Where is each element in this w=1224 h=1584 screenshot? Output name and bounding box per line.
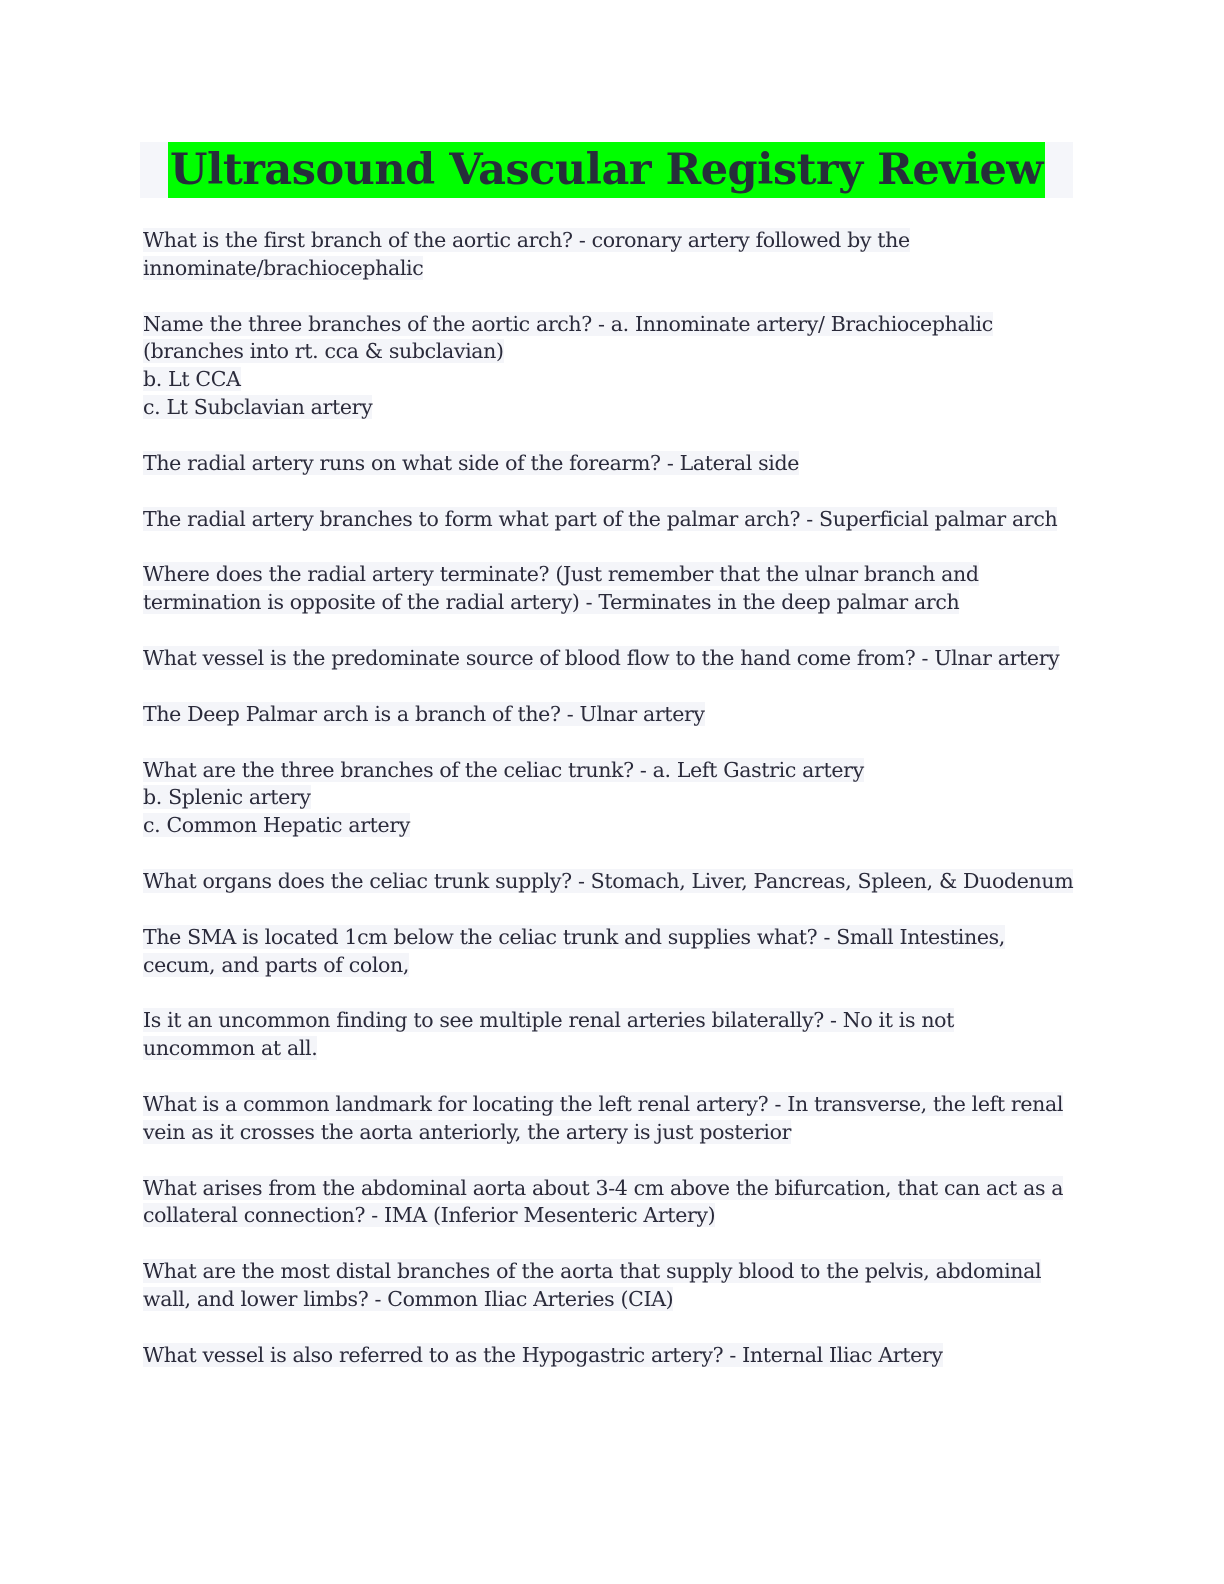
qa-line-text: The Deep Palmar arch is a branch of the? - Ulnar artery — [143, 701, 705, 726]
qa-line — [143, 561, 1083, 589]
qa-item — [143, 701, 1083, 729]
qa-item — [143, 1007, 1083, 1063]
qa-line — [143, 701, 1083, 729]
qa-line-text: collateral connection? - IMA (Inferior Mesenteric Artery) — [143, 1203, 716, 1228]
qa-item — [143, 561, 1083, 617]
qa-line — [143, 1119, 1083, 1147]
qa-line — [143, 366, 1083, 394]
qa-item — [143, 311, 1083, 422]
qa-line-text: Is it an uncommon finding to see multiple renal arteries bilaterally? - No it is not — [143, 1008, 955, 1033]
qa-line-text: c. Lt Subclavian artery — [143, 394, 373, 419]
qa-line-text: The SMA is located 1cm below the celiac trunk and supplies what? - Small Intestines, — [143, 924, 1005, 949]
qa-line — [143, 506, 1083, 534]
qa-line — [143, 1258, 1083, 1286]
qa-item — [143, 1342, 1083, 1370]
qa-line — [143, 1007, 1083, 1035]
qa-item — [143, 506, 1083, 534]
qa-line — [143, 1175, 1083, 1203]
qa-line-text: What are the three branches of the celiac trunk? - a. Left Gastric artery — [143, 757, 864, 782]
document-title: Ultrasound Vascular Registry Review — [168, 142, 1045, 198]
qa-line-text: termination is opposite of the radial artery) - Terminates in the deep palmar arch — [143, 590, 960, 615]
qa-line-text: What are the most distal branches of the aorta that supply blood to the pelvis, abdominal — [143, 1259, 1042, 1284]
qa-line-text: uncommon at all. — [143, 1036, 318, 1061]
qa-line-text: The radial artery runs on what side of the forearm? - Lateral side — [143, 450, 800, 475]
qa-item — [143, 1091, 1083, 1147]
qa-line-text: The radial artery branches to form what part of the palmar arch? - Superficial palmar arch — [143, 506, 1058, 531]
qa-line-text: cecum, and parts of colon, — [143, 952, 410, 977]
qa-line — [143, 1342, 1083, 1370]
qa-line — [143, 812, 1083, 840]
qa-line — [143, 227, 1083, 255]
qa-line-text: innominate/brachiocephalic — [143, 255, 424, 280]
qa-item — [143, 645, 1083, 673]
qa-line-text: b. Lt CCA — [143, 367, 241, 392]
qa-line — [143, 338, 1083, 366]
qa-line — [143, 1035, 1083, 1063]
qa-line — [143, 450, 1083, 478]
title-band — [140, 142, 1073, 198]
qa-line-text: Name the three branches of the aortic arch? - a. Innominate artery/ Brachiocephalic — [143, 311, 993, 336]
qa-line-text: What arises from the abdominal aorta about 3-4 cm above the bifurcation, that can act as a — [143, 1175, 1064, 1200]
qa-line — [143, 311, 1083, 339]
qa-line — [143, 645, 1083, 673]
qa-line — [143, 394, 1083, 422]
qa-line-text: wall, and lower limbs? - Common Iliac Arteries (CIA) — [143, 1286, 674, 1311]
qa-item — [143, 1175, 1083, 1231]
qa-item — [143, 924, 1083, 980]
qa-line — [143, 589, 1083, 617]
qa-line-text: vein as it crosses the aorta anteriorly, the artery is just posterior — [143, 1119, 792, 1144]
qa-line — [143, 1202, 1083, 1230]
qa-line-text: b. Splenic artery — [143, 785, 311, 810]
qa-line — [143, 952, 1083, 980]
qa-line — [143, 757, 1083, 785]
qa-line-text: What is the first branch of the aortic arch? - coronary artery followed by the — [143, 228, 910, 252]
qa-line-text: c. Common Hepatic artery — [143, 813, 410, 838]
qa-line-text: What vessel is the predominate source of blood flow to the hand come from? - Ulnar artery — [143, 645, 1060, 670]
qa-line-text: Where does the radial artery terminate? (Just remember that the ulnar branch and — [143, 562, 979, 587]
qa-item — [143, 450, 1083, 478]
qa-line-text: What organs does the celiac trunk supply? - Stomach, Liver, Pancreas, Spleen, & Duodenum — [143, 868, 1074, 893]
qa-line-text: (branches into rt. cca & subclavian) — [143, 339, 504, 364]
qa-item — [143, 757, 1083, 840]
qa-item — [143, 1258, 1083, 1314]
qa-line — [143, 1091, 1083, 1119]
qa-list — [143, 227, 1083, 1398]
qa-item — [143, 868, 1083, 896]
qa-line — [143, 924, 1083, 952]
qa-line — [143, 255, 1083, 283]
qa-line-text: What vessel is also referred to as the Hypogastric artery? - Internal Iliac Artery — [143, 1342, 943, 1367]
qa-line — [143, 868, 1083, 896]
qa-item — [143, 227, 1083, 283]
qa-line — [143, 784, 1083, 812]
qa-line — [143, 1286, 1083, 1314]
qa-line-text: What is a common landmark for locating the left renal artery? - In transverse, the left renal — [143, 1091, 1064, 1116]
